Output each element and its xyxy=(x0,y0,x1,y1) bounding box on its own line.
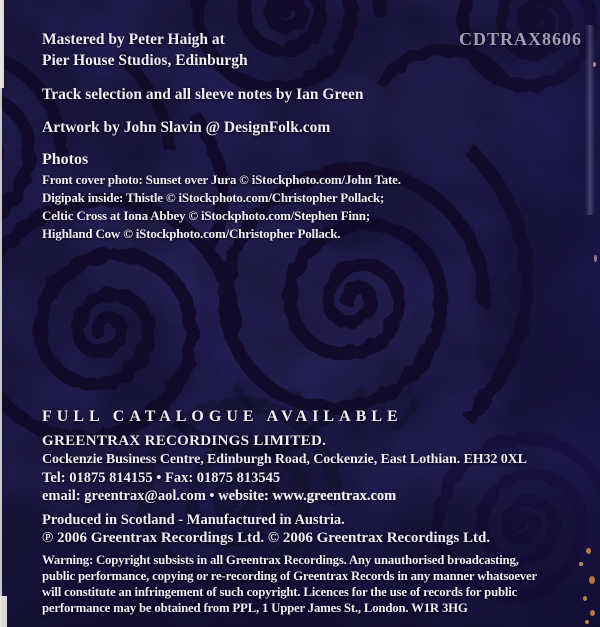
scan-speckle xyxy=(585,620,589,624)
warning-line-2: public performance, copying or re-recording of Greentrax Records in any manner whatsoever xyxy=(42,569,537,583)
catalog-number: CDTRAX8606 xyxy=(458,29,582,49)
photo-credit-front-cover: Front cover photo: Sunset over Jura © iStockphoto.com/John Tate. xyxy=(42,172,401,187)
scan-speckle xyxy=(590,610,595,616)
produced-line: Produced in Scotland - Manufactured in Austria. xyxy=(42,512,345,528)
photo-credit-digipak-thistle: Digipak inside: Thistle © iStockphoto.com/Christopher Pollack; xyxy=(42,190,385,205)
phone-fax-line: Tel: 01875 814155 • Fax: 01875 813545 xyxy=(42,470,281,486)
warning-line-4: performance may be obtained from PPL, 1 Upper James St., London. W1R 3HG xyxy=(42,601,468,615)
artwork-credit: Artwork by John Slavin @ DesignFolk.com xyxy=(42,119,331,136)
track-selection-credit: Track selection and all sleeve notes by Ian Green xyxy=(42,86,364,103)
warning-line-1: Warning: Copyright subsists in all Greentrax Recordings. Any unauthorised broadcasting, xyxy=(42,553,519,567)
scan-speckle xyxy=(589,576,595,584)
email-address: email: greentrax@aol.com • xyxy=(42,488,219,504)
scan-speckle xyxy=(579,562,583,566)
mastering-credit-line-1: Mastered by Peter Haigh at xyxy=(42,31,225,48)
photo-credit-celtic-cross: Celtic Cross at Iona Abbey © iStockphoto.com/Stephen Finn; xyxy=(42,208,370,223)
scan-edge-left-bottom xyxy=(0,596,7,627)
company-address: Cockenzie Business Centre, Edinburgh Road, Cockenzie, East Lothian. EH32 0XL xyxy=(42,452,527,467)
website-url: website: www.greentrax.com xyxy=(218,488,397,504)
mastering-credit-line-2: Pier House Studios, Edinburgh xyxy=(42,52,248,69)
scan-speckle xyxy=(586,548,591,554)
warning-line-3: will constitute an infringement of such copyright. Licences for the use of records for public xyxy=(42,585,518,599)
photo-credit-highland-cow: Highland Cow © iStockphoto.com/Christopher Pollack. xyxy=(42,226,341,241)
full-catalogue-headline: FULL CATALOGUE AVAILABLE xyxy=(42,408,403,425)
email-website-line xyxy=(42,488,396,505)
company-name: GREENTRAX RECORDINGS LIMITED. xyxy=(42,433,327,449)
photos-heading: Photos xyxy=(42,151,89,168)
scan-speckle xyxy=(583,596,587,601)
scan-edge-left xyxy=(0,0,2,627)
scan-speckle xyxy=(594,255,597,262)
copyright-line: ℗ 2006 Greentrax Recordings Ltd. © 2006 Greentrax Recordings Ltd. xyxy=(42,530,491,546)
scan-speckle xyxy=(593,62,596,67)
scan-edge-left-top xyxy=(0,0,4,88)
